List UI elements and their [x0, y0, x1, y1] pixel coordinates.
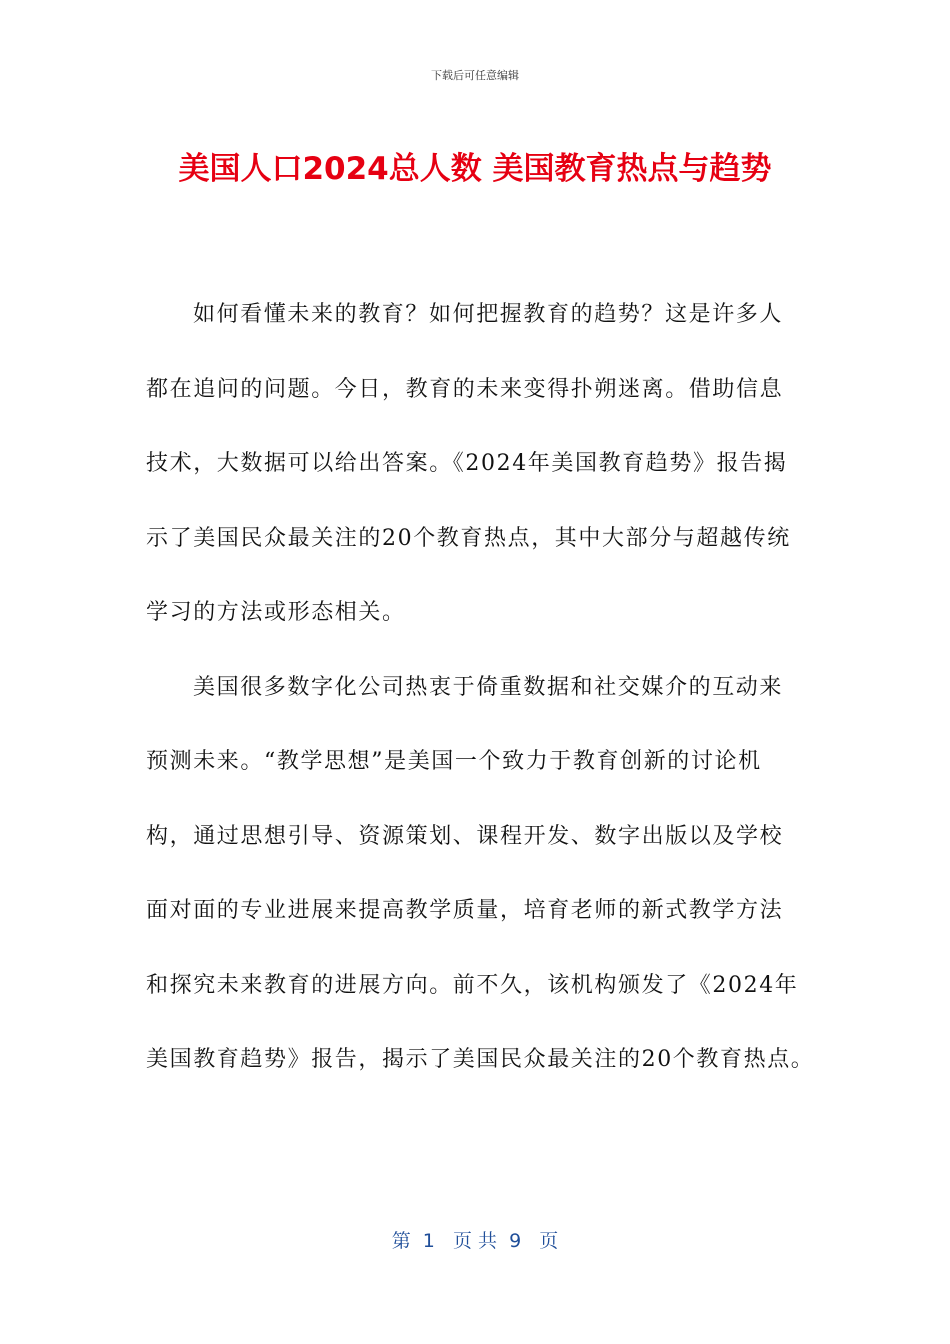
paragraph-line: 构，通过思想引导、资源策划、课程开发、数字出版以及学校 — [146, 823, 784, 849]
paragraph-line: 面对面的专业进展来提高教学质量，培育老师的新式教学方法 — [146, 898, 784, 923]
paragraph-line: 都在追问的问题。今日，教育的未来变得扑朔迷离。借助信息 — [146, 376, 784, 402]
header-note: 下载后可任意编辑 — [431, 69, 519, 82]
paragraph-line: 技术，大数据可以给出答案。《2024年美国教育趋势》报告揭 — [146, 451, 788, 476]
paragraph-line: 示了美国民众最关注的20个教育热点，其中大部分与超越传统 — [146, 525, 791, 551]
paragraph-2 — [146, 651, 815, 1098]
paragraph-line: 学习的方法或形态相关。 — [146, 600, 406, 625]
document-body — [146, 278, 815, 1098]
document-title: 美国人口2024总人数 美国教育热点与趋势 — [178, 151, 772, 187]
page-footer: 第 1 页 共 9 页 — [391, 1230, 559, 1252]
paragraph-line: 美国教育趋势》报告，揭示了美国民众最关注的20个教育热点。 — [146, 1047, 815, 1072]
paragraph-line: 如何看懂未来的教育？如何把握教育的趋势？这是许多人 — [193, 302, 784, 327]
paragraph-line: 美国很多数字化公司热衷于倚重数据和社交媒介的互动来 — [193, 674, 784, 700]
paragraph-line: 和探究未来教育的进展方向。前不久，该机构颁发了《2024年 — [146, 972, 799, 998]
paragraph-line: 预测未来。“教学思想”是美国一个致力于教育创新的讨论机 — [146, 749, 762, 774]
paragraph-1 — [146, 278, 806, 651]
